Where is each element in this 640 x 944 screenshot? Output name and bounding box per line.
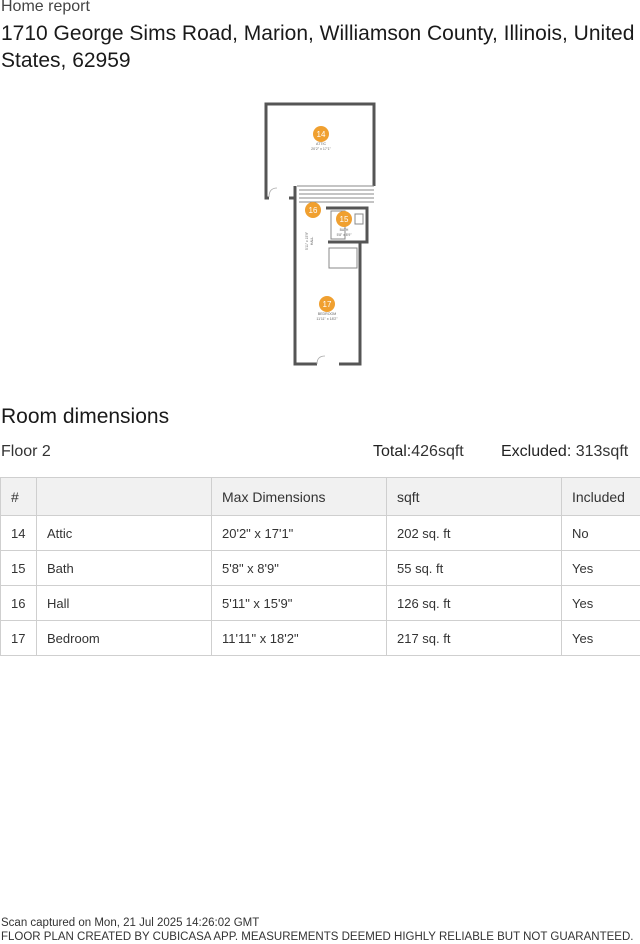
- room-dims: 11'11" x 18'2": [316, 317, 338, 321]
- table-row: [1, 516, 640, 551]
- section-title: Room dimensions: [1, 405, 170, 428]
- total-label: Total:: [373, 443, 412, 460]
- cell-sqft: 217 sq. ft: [387, 621, 562, 656]
- room-dims: 20'2" x 17'1": [311, 147, 331, 151]
- excluded-label: Excluded:: [501, 443, 572, 460]
- marker-number: 15: [339, 215, 349, 224]
- cell-number: 15: [1, 551, 37, 586]
- marker-number: 14: [316, 130, 326, 139]
- cell-dimensions: 11'11" x 18'2": [212, 621, 387, 656]
- room-name: BATH: [339, 228, 349, 232]
- cell-included: Yes: [562, 551, 640, 586]
- cell-room-name: Attic: [37, 516, 212, 551]
- stairs: [297, 186, 374, 202]
- report-label: Home report: [1, 0, 90, 15]
- footer: [1, 916, 633, 944]
- column-header-sqft: sqft: [387, 478, 562, 516]
- cell-included: No: [562, 516, 640, 551]
- cell-dimensions: 20'2" x 17'1": [212, 516, 387, 551]
- table-row: [1, 551, 640, 586]
- total-area: [373, 443, 464, 461]
- floor-summary: [1, 443, 639, 465]
- floor-label: Floor 2: [1, 443, 51, 460]
- total-value: 426sqft: [411, 443, 464, 460]
- room-marker-17: [316, 296, 338, 321]
- cell-room-name: Bedroom: [37, 621, 212, 656]
- cell-number: 14: [1, 516, 37, 551]
- room-marker-16: [305, 202, 321, 250]
- cell-dimensions: 5'8" x 8'9": [212, 551, 387, 586]
- excluded-value: 313sqft: [575, 443, 629, 460]
- cell-number: 16: [1, 586, 37, 621]
- bath-sink: [355, 214, 363, 224]
- column-header-number: #: [1, 478, 37, 516]
- table-header-row: [1, 478, 640, 516]
- disclaimer: FLOOR PLAN CREATED BY CUBICASA APP. MEASUREMENTS DEEMED HIGHLY RELIABLE BUT NOT GUARANTEED.: [1, 931, 634, 943]
- room-dims: 5'11" x 15'9": [305, 231, 309, 251]
- marker-number: 17: [322, 300, 332, 309]
- attic-wall: [266, 104, 374, 198]
- floor-plan: [255, 96, 385, 376]
- lower-wall: [295, 186, 360, 364]
- room-marker-14: [311, 126, 331, 151]
- cell-dimensions: 5'11" x 15'9": [212, 586, 387, 621]
- marker-number: 16: [308, 206, 318, 215]
- table-row: [1, 586, 640, 621]
- room-dimensions-table: [0, 477, 640, 656]
- room-name: HALL: [310, 236, 314, 246]
- property-address: 1710 George Sims Road, Marion, Williamson County, Illinois, United States, 62959: [1, 22, 635, 72]
- cell-sqft: 55 sq. ft: [387, 551, 562, 586]
- cell-room-name: Hall: [37, 586, 212, 621]
- cell-number: 17: [1, 621, 37, 656]
- column-header-included: Included: [562, 478, 640, 516]
- scan-captured-note: Scan captured on Mon, 21 Jul 2025 14:26:02 GMT: [1, 917, 260, 929]
- room-dims: 5'8" x 8'9": [336, 233, 352, 237]
- excluded-area: [501, 443, 628, 461]
- closet: [329, 248, 357, 268]
- room-name: BEDROOM: [317, 312, 337, 316]
- room-marker-15: [336, 211, 352, 237]
- cell-included: Yes: [562, 586, 640, 621]
- cell-sqft: 126 sq. ft: [387, 586, 562, 621]
- column-header-max-dimensions: Max Dimensions: [212, 478, 387, 516]
- cell-room-name: Bath: [37, 551, 212, 586]
- column-header-name: [37, 478, 212, 516]
- cell-sqft: 202 sq. ft: [387, 516, 562, 551]
- table-row: [1, 621, 640, 656]
- room-name: ATTIC: [315, 142, 327, 146]
- door-gaps: [269, 195, 339, 367]
- cell-included: Yes: [562, 621, 640, 656]
